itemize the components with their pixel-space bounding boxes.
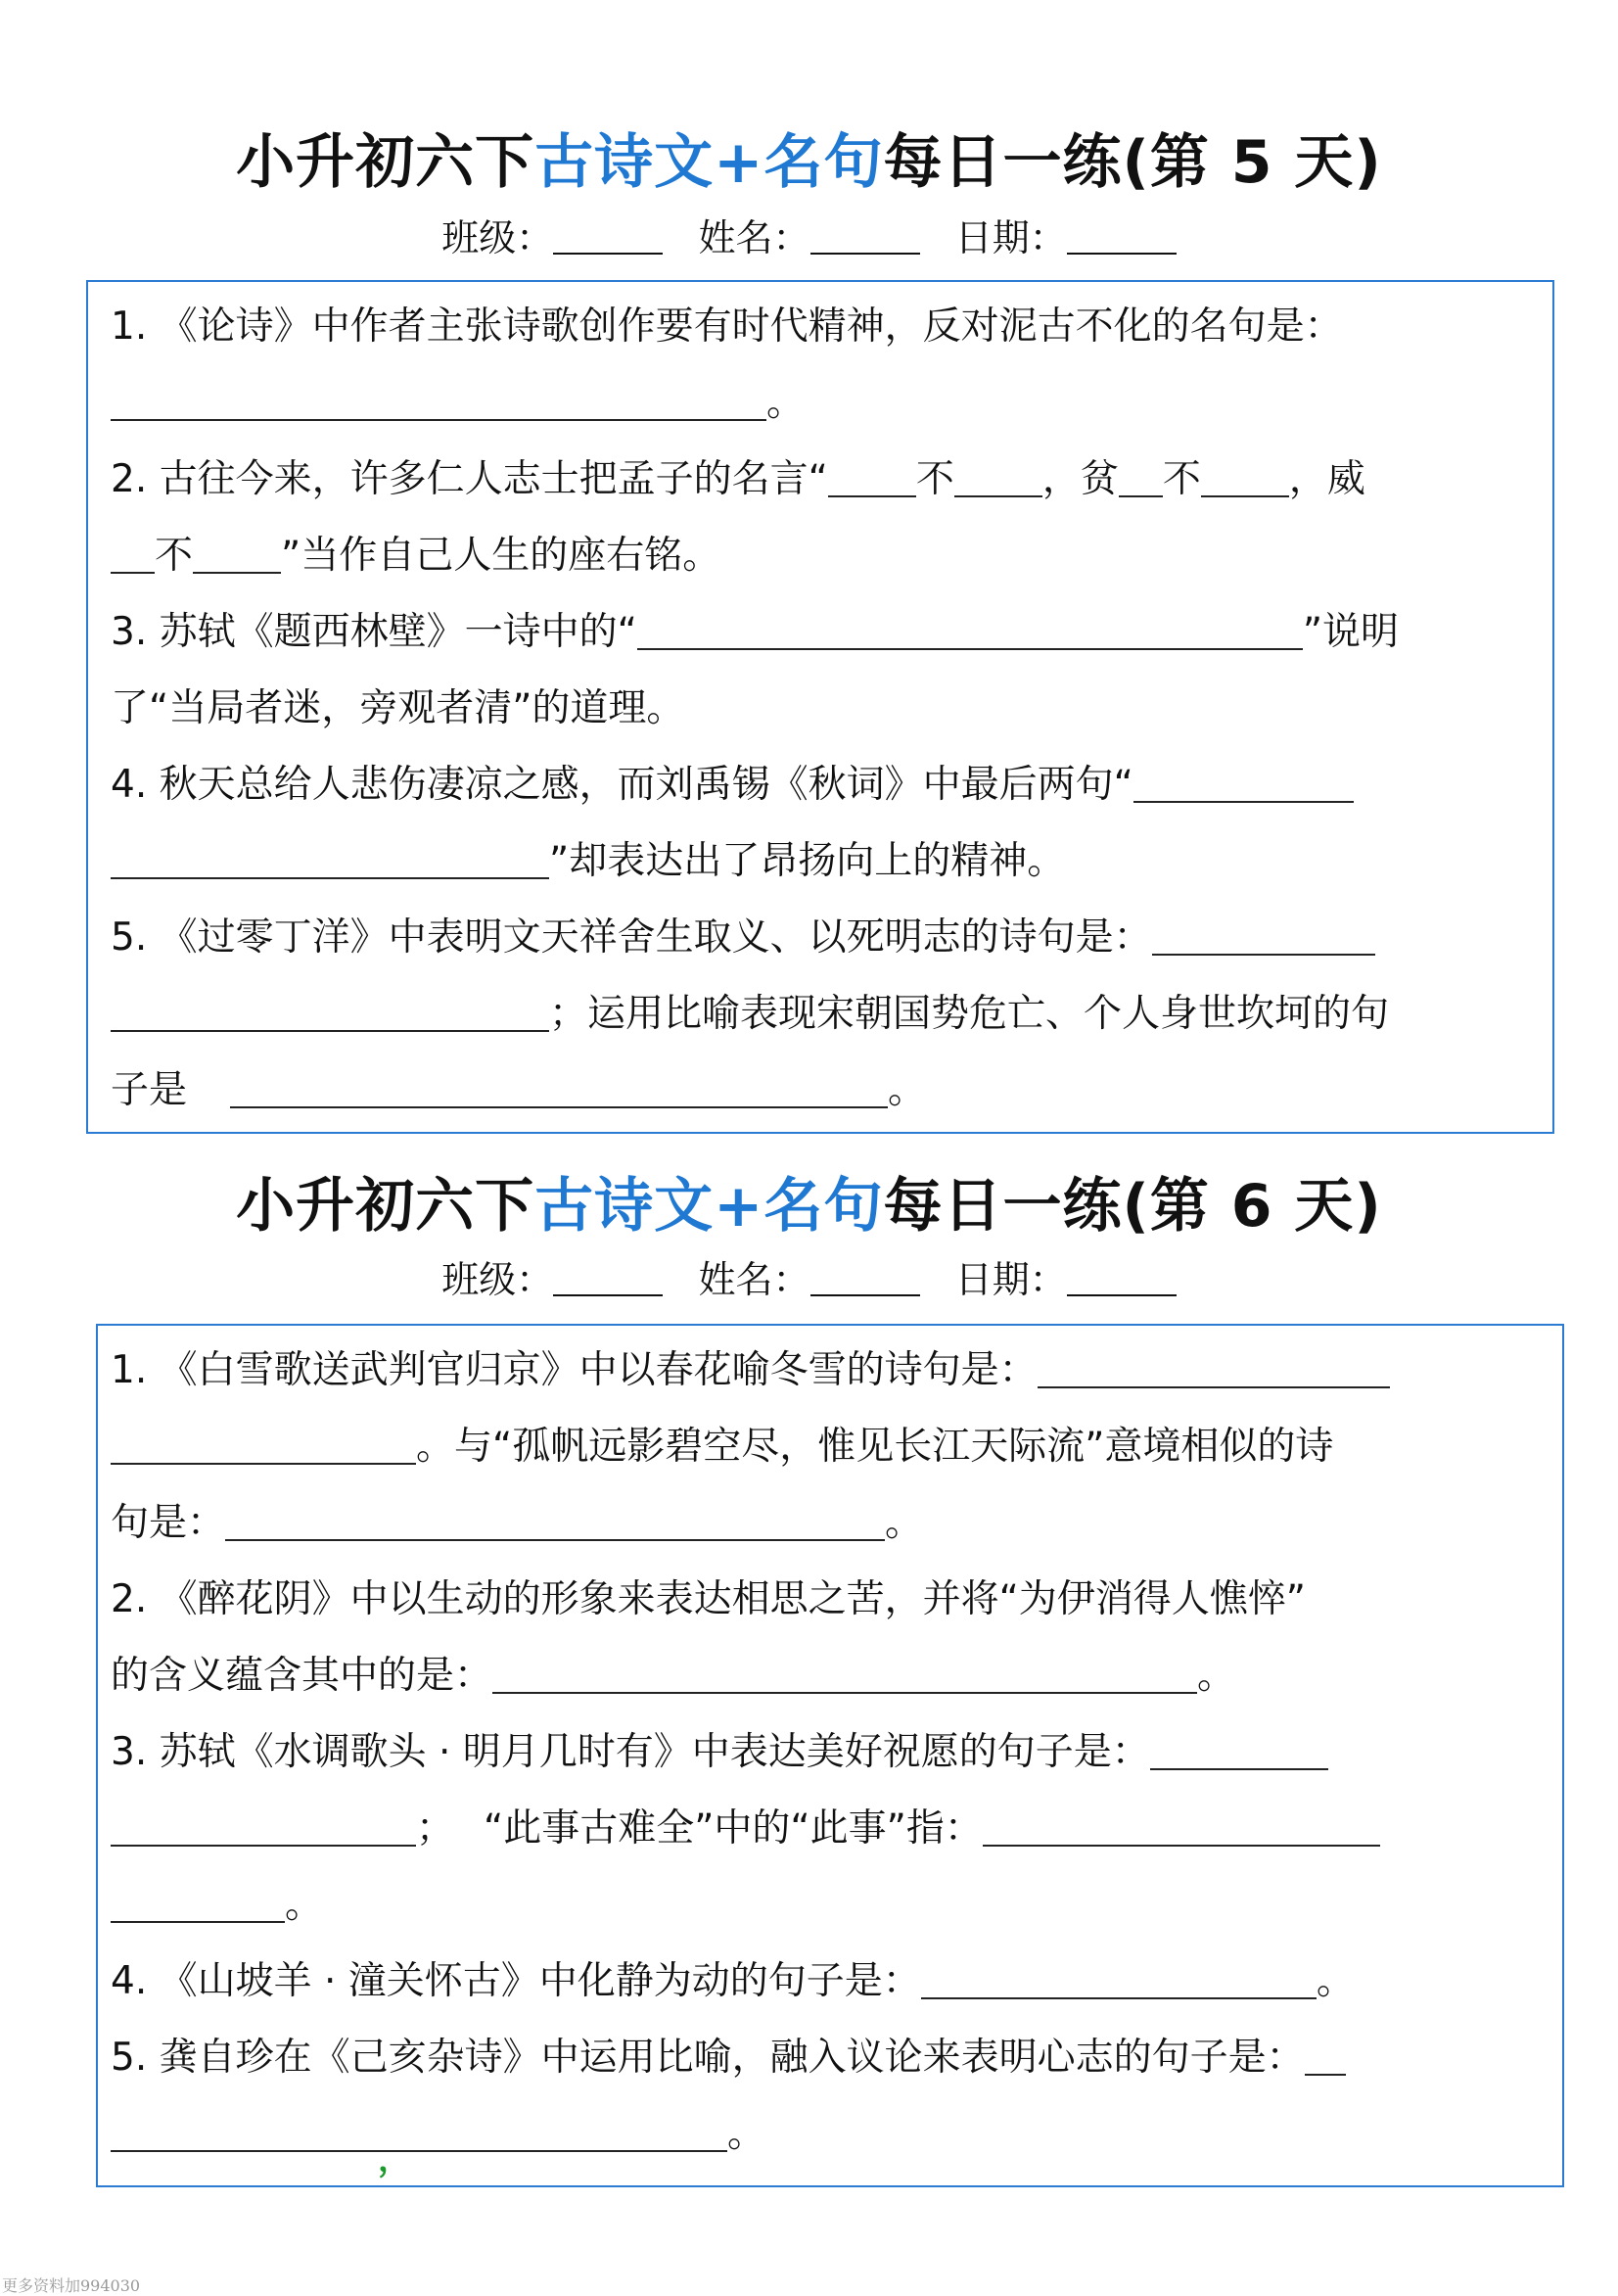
answer-blank[interactable] [111, 539, 155, 574]
question-line [111, 1647, 1520, 1706]
question-line [111, 1952, 1520, 2011]
answer-blank[interactable] [225, 1506, 885, 1541]
title-highlight: 名句 [763, 128, 884, 197]
class-label: 班级： [441, 1258, 554, 1301]
class-label: 班级： [441, 216, 554, 259]
title-text: 每日一练(第 5 天) [883, 128, 1382, 197]
question-line [111, 298, 1520, 356]
question-line [111, 985, 1520, 1044]
question-text: 了“当局者迷，旁观者清”的道理。 [111, 686, 685, 730]
question-text: 。 [885, 1501, 924, 1545]
question-line [111, 756, 1520, 815]
question-text: 。 [888, 1068, 927, 1112]
answer-blank[interactable] [230, 1073, 888, 1108]
answer-blank[interactable] [1119, 462, 1163, 497]
date-label: 日期： [954, 1258, 1067, 1301]
question-text: 4. 《山坡羊 · 潼关怀古》中化静为动的句子是： [111, 1959, 921, 2003]
question-text: 3. 苏轼《水调歌头 · 明月几时有》中表达美好祝愿的句子是： [111, 1730, 1150, 1774]
name-blank[interactable] [810, 219, 920, 255]
question-text: ，贫 [1041, 457, 1119, 501]
question-line [111, 832, 1520, 891]
answer-blank[interactable] [111, 997, 549, 1032]
question-line [111, 1341, 1520, 1400]
question-text: 。与“孤帆远影碧空尽，惟见长江天际流”意境相似的诗 [416, 1425, 1334, 1469]
title-highlight: 古诗文 [534, 128, 715, 197]
class-blank[interactable] [553, 219, 663, 255]
question-line [111, 1061, 1520, 1120]
date-blank[interactable] [1067, 1261, 1177, 1296]
title-highlight: 古诗文 [534, 1172, 715, 1241]
page-title-day6 [0, 1159, 1618, 1243]
question-text: 不 [1162, 457, 1201, 501]
question-text: ”却表达出了昂扬向上的精神。 [549, 839, 1066, 883]
question-text: ”当作自己人生的座右铭。 [281, 534, 721, 578]
answer-blank[interactable] [111, 1888, 285, 1923]
question-line [111, 909, 1520, 967]
answer-blank[interactable] [111, 1811, 416, 1847]
title-plus: + [714, 1172, 764, 1241]
answer-blank[interactable] [193, 539, 281, 574]
question-line [111, 2105, 1520, 2164]
question-text: 子是 [111, 1068, 188, 1112]
question-line [111, 1418, 1520, 1476]
question-text: 1. 《论诗》中作者主张诗歌创作要有时代精神，反对泥古不化的名句是： [111, 305, 1343, 349]
answer-blank[interactable] [492, 1659, 1197, 1694]
question-line [111, 1723, 1520, 1782]
title-text: 小升初六下 [236, 1172, 535, 1241]
answer-blank[interactable] [637, 615, 1303, 650]
question-line [111, 679, 1520, 738]
title-text: 小升初六下 [236, 128, 535, 197]
question-text: 2. 《醉花阴》中以生动的形象来表达相思之苦，并将“为伊消得人憔悴” [111, 1577, 1307, 1621]
name-label: 姓名： [698, 1258, 810, 1301]
name-label: 姓名： [698, 216, 810, 259]
title-plus: + [714, 128, 764, 197]
question-text: 5. 龚自珍在《己亥杂诗》中运用比喻，融入议论来表明心志的句子是： [111, 2036, 1305, 2080]
question-text: 。 [766, 381, 806, 425]
question-line [111, 527, 1520, 586]
answer-blank[interactable] [983, 1811, 1380, 1847]
date-blank[interactable] [1067, 219, 1177, 255]
title-text: 每日一练(第 6 天) [883, 1172, 1382, 1241]
question-text: 4. 秋天总给人悲伤凄凉之感，而刘禹锡《秋词》中最后两句“ [111, 763, 1133, 807]
question-line [111, 1800, 1520, 1858]
question-line [111, 450, 1520, 509]
answer-blank[interactable] [1201, 462, 1289, 497]
green-comma-mark: ， [378, 2140, 411, 2179]
question-line [111, 603, 1520, 662]
question-text: ”说明 [1302, 610, 1400, 654]
answer-blank[interactable] [921, 1964, 1317, 1999]
answer-blank[interactable] [1152, 920, 1375, 956]
watermark: 更多资料加994030 [2, 2276, 141, 2295]
question-text: ； [416, 1806, 455, 1851]
student-info-day6 [0, 1249, 1618, 1303]
question-text: 句是： [111, 1501, 226, 1545]
question-text: 5. 《过零丁洋》中表明文天祥舍生取义、以死明志的诗句是： [111, 915, 1152, 960]
question-text: 2. 古往今来，许多仁人志士把孟子的名言“ [111, 457, 828, 501]
date-label: 日期： [954, 216, 1067, 259]
class-blank[interactable] [553, 1261, 663, 1296]
answer-blank[interactable] [828, 462, 916, 497]
question-text: 。 [727, 2112, 766, 2156]
answer-blank[interactable] [1305, 2040, 1346, 2076]
answer-blank[interactable] [954, 462, 1042, 497]
question-text: 1. 《白雪歌送武判官归京》中以春花喻冬雪的诗句是： [111, 1348, 1038, 1392]
question-line [111, 1876, 1520, 1935]
question-line [111, 2029, 1520, 2087]
question-text: 。 [1197, 1654, 1236, 1698]
answer-blank[interactable] [1133, 768, 1354, 803]
question-text: 的含义蕴含其中的是： [111, 1654, 493, 1698]
answer-blank[interactable] [111, 1429, 416, 1465]
name-blank[interactable] [810, 1261, 920, 1296]
answer-blank[interactable] [111, 844, 549, 879]
question-line [111, 374, 1520, 433]
answer-blank[interactable] [1038, 1353, 1390, 1388]
answer-blank[interactable] [1150, 1735, 1328, 1770]
answer-blank[interactable] [111, 386, 766, 421]
question-text: 。 [1316, 1959, 1355, 2003]
question-text: ，威 [1288, 457, 1365, 501]
question-text: ；运用比喻表现宋朝国势危亡、个人身世坎坷的句 [549, 992, 1390, 1036]
title-highlight: 名句 [763, 1172, 884, 1241]
student-info-day5 [0, 208, 1618, 261]
question-text: “此事古难全”中的“此事”指： [484, 1806, 983, 1851]
question-text: 。 [285, 1883, 324, 1927]
answer-blank[interactable] [111, 2117, 727, 2152]
question-text: 3. 苏轼《题西林壁》一诗中的“ [111, 610, 637, 654]
page-title-day5 [0, 116, 1618, 200]
question-text: 不 [155, 534, 194, 578]
question-line [111, 1494, 1520, 1553]
question-line [111, 1570, 1520, 1629]
question-text: 不 [915, 457, 954, 501]
